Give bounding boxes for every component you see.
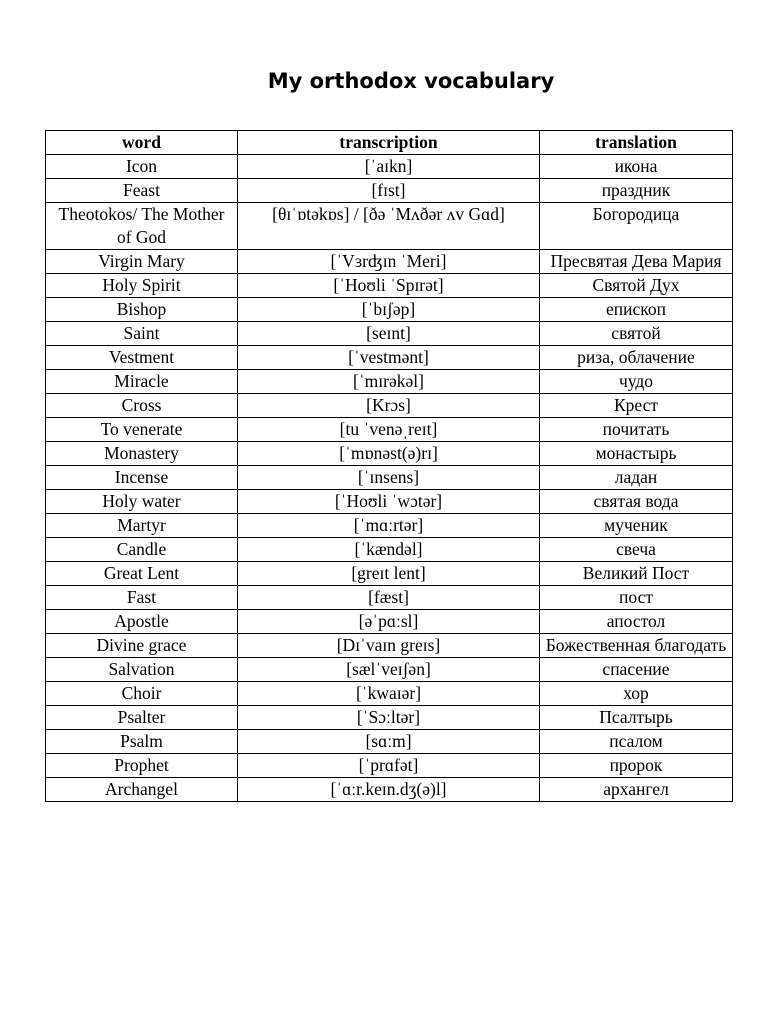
word-cell: Monastery — [46, 442, 238, 466]
transcription-cell: [ˈvestmənt] — [238, 346, 540, 370]
translation-cell: монастырь — [540, 442, 733, 466]
translation-cell: свеча — [540, 538, 733, 562]
translation-cell: пост — [540, 586, 733, 610]
word-cell: Theotokos/ The Mother of God — [46, 203, 238, 250]
header-translation: translation — [540, 131, 733, 155]
transcription-cell: [fæst] — [238, 586, 540, 610]
transcription-cell: [ˈVɜrʤɪn ˈMeri] — [238, 250, 540, 274]
transcription-cell: [Dɪˈvaɪn greɪs] — [238, 634, 540, 658]
header-word: word — [46, 131, 238, 155]
translation-cell: почитать — [540, 418, 733, 442]
word-cell: Bishop — [46, 298, 238, 322]
word-cell: Archangel — [46, 778, 238, 802]
table-row — [46, 706, 733, 730]
translation-cell: Великий Пост — [540, 562, 733, 586]
transcription-cell: [ˈHoʊli ˈSpɪrət] — [238, 274, 540, 298]
table-row — [46, 394, 733, 418]
word-cell: Feast — [46, 179, 238, 203]
transcription-cell: [əˈpɑːsl] — [238, 610, 540, 634]
transcription-cell: [greɪt lent] — [238, 562, 540, 586]
translation-cell: Святой Дух — [540, 274, 733, 298]
word-cell: Miracle — [46, 370, 238, 394]
table-row — [46, 179, 733, 203]
word-cell: Divine grace — [46, 634, 238, 658]
translation-cell: спасение — [540, 658, 733, 682]
table-row — [46, 250, 733, 274]
header-transcription: transcription — [238, 131, 540, 155]
word-cell: Choir — [46, 682, 238, 706]
word-cell: Icon — [46, 155, 238, 179]
transcription-cell: [ˈbɪʃəp] — [238, 298, 540, 322]
table-row — [46, 466, 733, 490]
translation-cell: святая вода — [540, 490, 733, 514]
table-row — [46, 730, 733, 754]
table-row — [46, 298, 733, 322]
translation-cell: хор — [540, 682, 733, 706]
transcription-cell: [fɪst] — [238, 179, 540, 203]
word-cell: Prophet — [46, 754, 238, 778]
word-cell: Candle — [46, 538, 238, 562]
translation-cell: епископ — [540, 298, 733, 322]
translation-cell: архангел — [540, 778, 733, 802]
table-row — [46, 682, 733, 706]
table-row — [46, 442, 733, 466]
transcription-cell: [θɪˈɒtəkɒs] / [ðə ˈMʌðər ʌv Gɑd] — [238, 203, 540, 250]
table-row — [46, 778, 733, 802]
translation-cell: чудо — [540, 370, 733, 394]
word-cell: Psalter — [46, 706, 238, 730]
transcription-cell: [tu ˈvenəˌreɪt] — [238, 418, 540, 442]
word-cell: Holy Spirit — [46, 274, 238, 298]
table-row — [46, 203, 733, 250]
word-cell: Vestment — [46, 346, 238, 370]
table-row — [46, 538, 733, 562]
table-row — [46, 514, 733, 538]
table-header — [46, 131, 733, 155]
transcription-cell: [ˈkændəl] — [238, 538, 540, 562]
translation-cell: Богородица — [540, 203, 733, 250]
transcription-cell: [ˈmɪrəkəl] — [238, 370, 540, 394]
word-cell: Great Lent — [46, 562, 238, 586]
word-cell: Martyr — [46, 514, 238, 538]
translation-cell: Псалтырь — [540, 706, 733, 730]
translation-cell: ладан — [540, 466, 733, 490]
translation-cell: риза, облачение — [540, 346, 733, 370]
table-row — [46, 754, 733, 778]
word-cell: Salvation — [46, 658, 238, 682]
transcription-cell: [sɑːm] — [238, 730, 540, 754]
transcription-cell: [ˈɑːr.keɪn.dʒ(ə)l] — [238, 778, 540, 802]
transcription-cell: [ˈprɑfət] — [238, 754, 540, 778]
word-cell: To venerate — [46, 418, 238, 442]
transcription-cell: [ˈɪnsens] — [238, 466, 540, 490]
table-row — [46, 490, 733, 514]
word-cell: Psalm — [46, 730, 238, 754]
word-cell: Saint — [46, 322, 238, 346]
transcription-cell: [seɪnt] — [238, 322, 540, 346]
translation-cell: апостол — [540, 610, 733, 634]
word-cell: Incense — [46, 466, 238, 490]
word-cell: Fast — [46, 586, 238, 610]
translation-cell: Крест — [540, 394, 733, 418]
table-row — [46, 370, 733, 394]
transcription-cell: [Krɔs] — [238, 394, 540, 418]
table-row — [46, 418, 733, 442]
table-row — [46, 322, 733, 346]
transcription-cell: [ˈkwaɪər] — [238, 682, 540, 706]
translation-cell: мученик — [540, 514, 733, 538]
transcription-cell: [ˈHoʊli ˈwɔtər] — [238, 490, 540, 514]
table-row — [46, 610, 733, 634]
transcription-cell: [ˈSɔːltər] — [238, 706, 540, 730]
transcription-cell: [sælˈveɪʃən] — [238, 658, 540, 682]
translation-cell: праздник — [540, 179, 733, 203]
table-row — [46, 346, 733, 370]
translation-cell: Пресвятая Дева Мария — [540, 250, 733, 274]
page-title: My orthodox vocabulary — [267, 69, 555, 93]
header-row — [46, 131, 733, 155]
translation-cell: псалом — [540, 730, 733, 754]
table-row — [46, 562, 733, 586]
word-cell: Virgin Mary — [46, 250, 238, 274]
table-row — [46, 274, 733, 298]
table-row — [46, 658, 733, 682]
translation-cell: пророк — [540, 754, 733, 778]
translation-cell: святой — [540, 322, 733, 346]
vocabulary-table — [45, 130, 733, 802]
table-row — [46, 586, 733, 610]
word-cell: Cross — [46, 394, 238, 418]
word-cell: Holy water — [46, 490, 238, 514]
transcription-cell: [ˈmɒnəst(ə)rɪ] — [238, 442, 540, 466]
table-row — [46, 634, 733, 658]
table-row — [46, 155, 733, 179]
word-cell: Apostle — [46, 610, 238, 634]
transcription-cell: [ˈmɑːrtər] — [238, 514, 540, 538]
table-body — [46, 155, 733, 802]
translation-cell: икона — [540, 155, 733, 179]
translation-cell: Божественная благодать — [540, 634, 733, 658]
transcription-cell: [ˈaɪkn] — [238, 155, 540, 179]
